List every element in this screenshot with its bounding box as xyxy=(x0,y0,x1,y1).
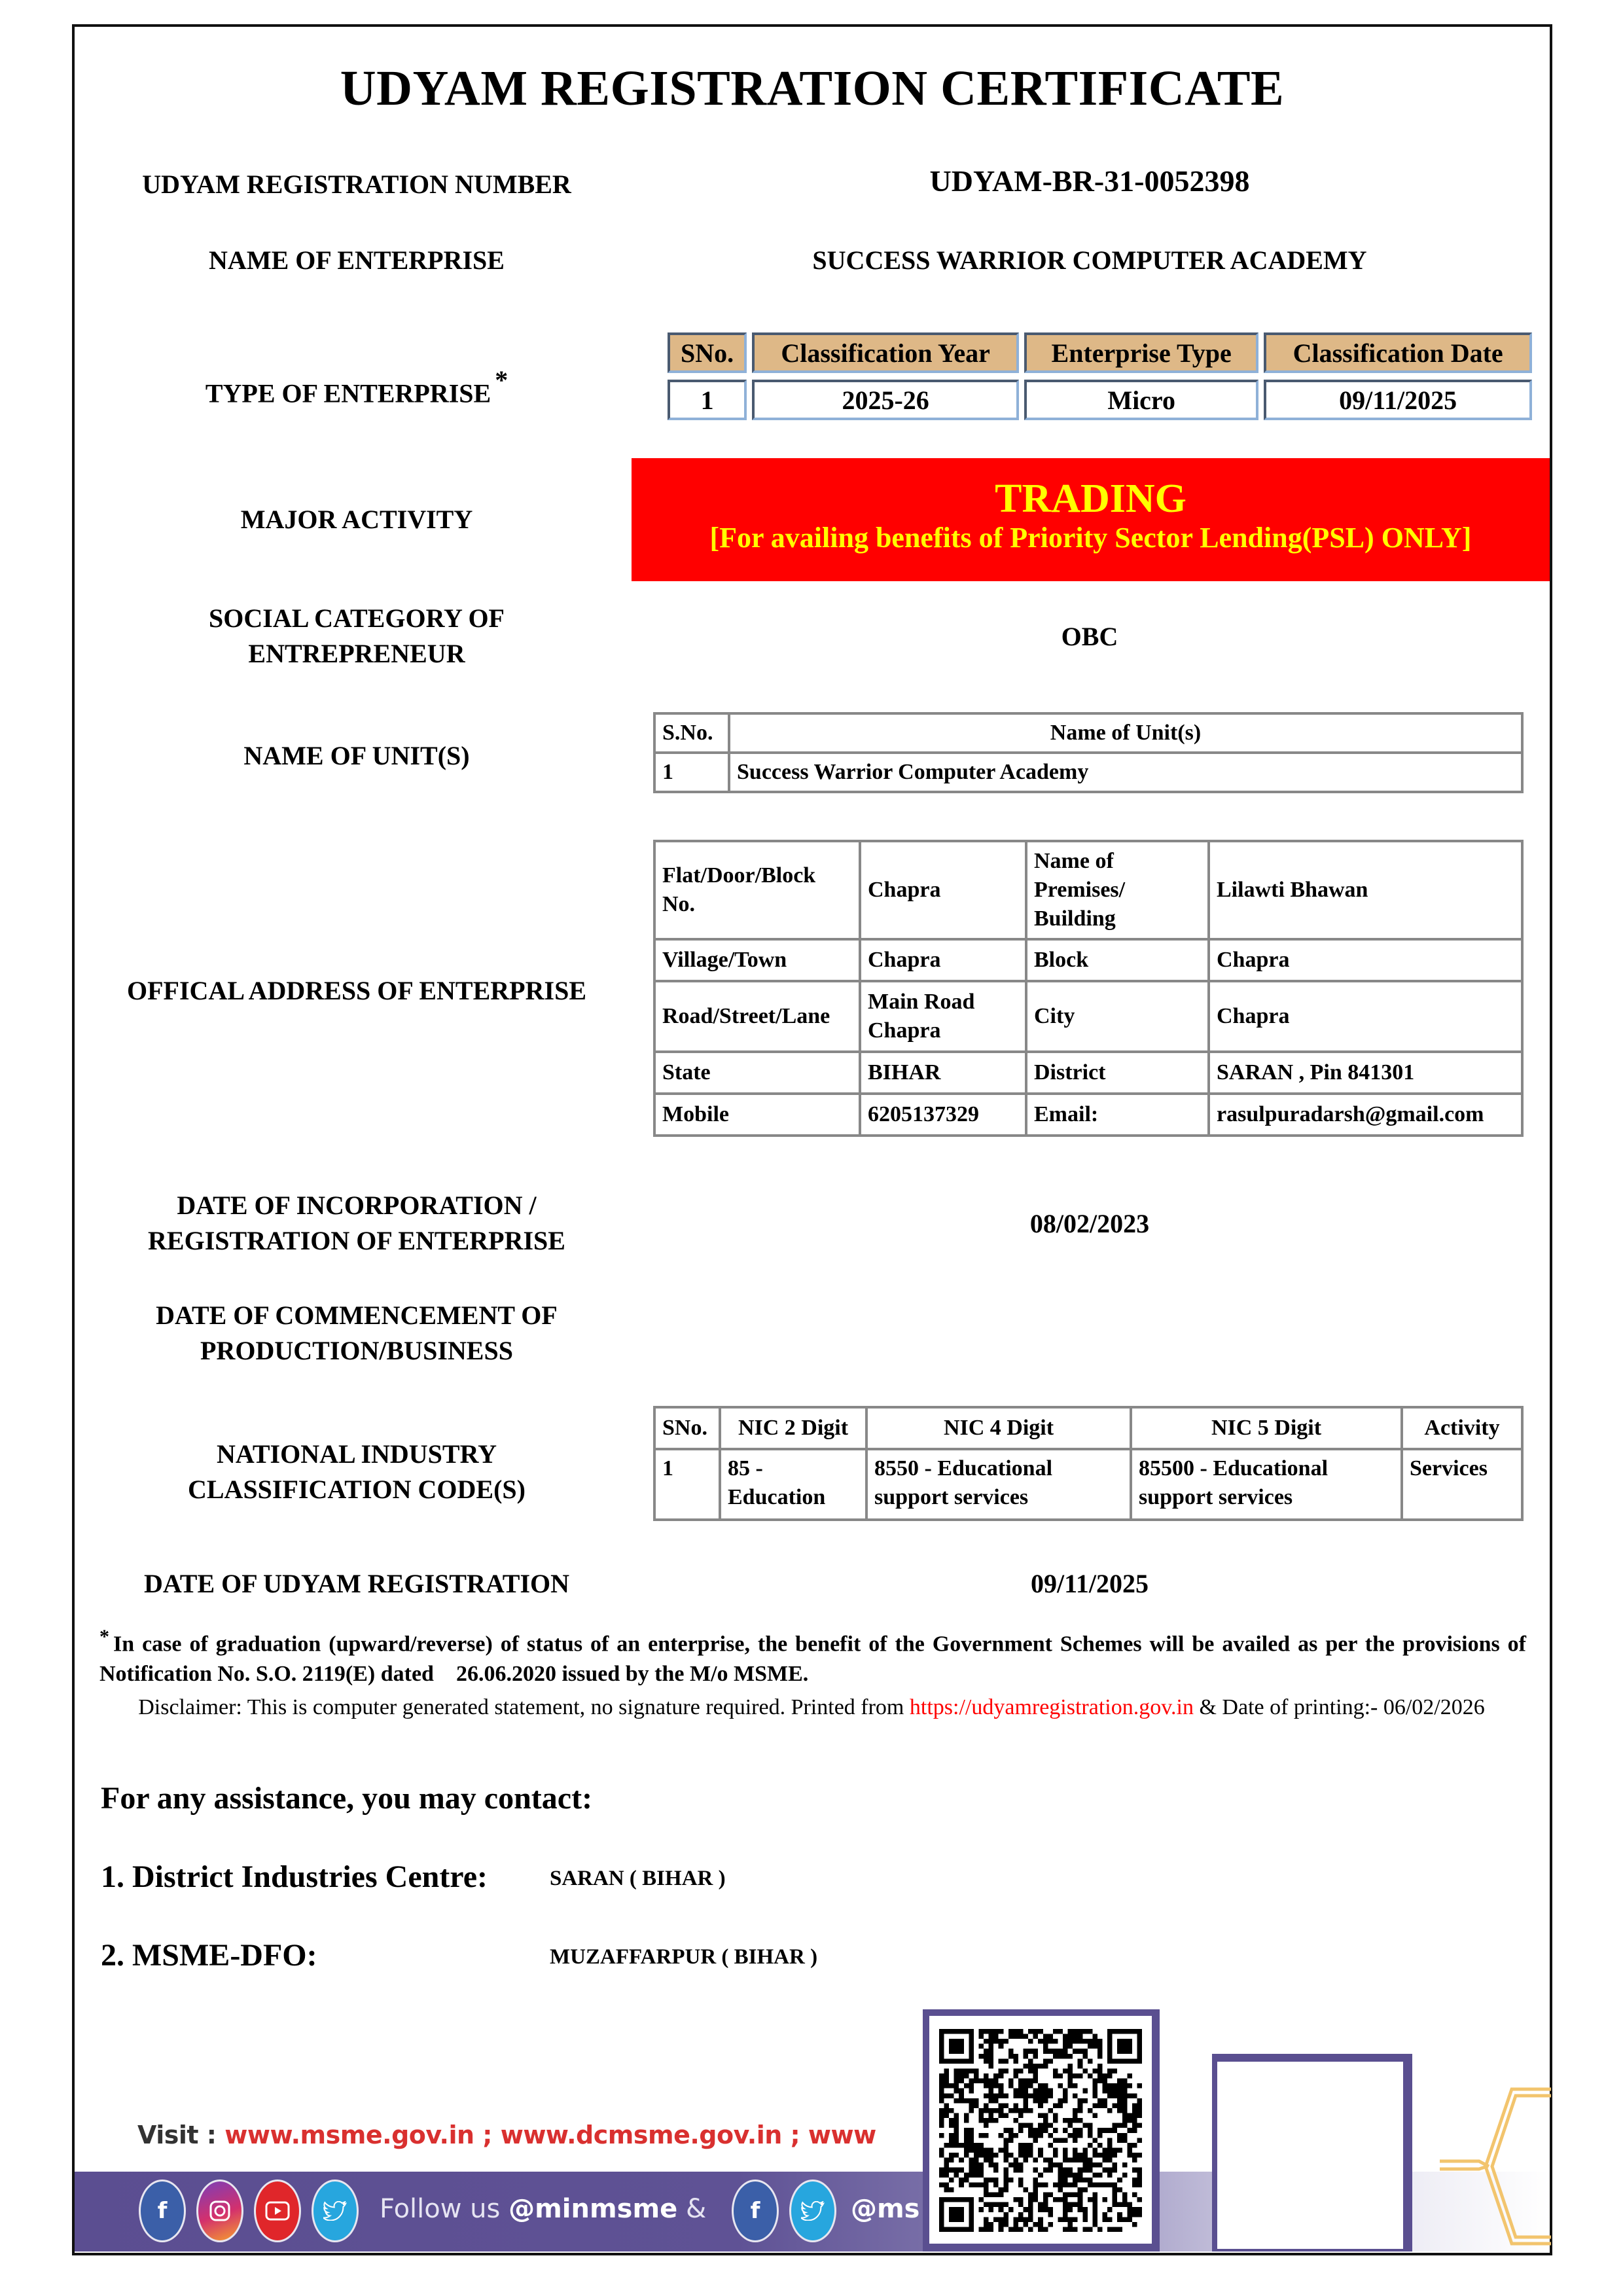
facebook-icon[interactable]: f xyxy=(732,2179,779,2242)
incorporation-label xyxy=(85,1188,628,1259)
header-cell: NIC 2 Digit xyxy=(720,1407,866,1449)
disclaimer-suffix: & Date of printing:- 06/02/2026 xyxy=(1193,1695,1485,1719)
classification-header-row xyxy=(668,332,1532,373)
commencement-label-line1: DATE OF COMMENCEMENT OF xyxy=(156,1300,558,1330)
table-cell: District xyxy=(1026,1052,1209,1094)
youtube-glyph xyxy=(264,2200,291,2221)
header-cell: NIC 4 Digit xyxy=(866,1407,1131,1449)
decorative-hexagon-icon xyxy=(1440,2081,1551,2253)
graduation-footnote xyxy=(99,1622,1526,1689)
major-activity-note: [For availing benefits of Priority Sector Lending(PSL) ONLY] xyxy=(709,522,1472,554)
address-label: OFFICAL ADDRESS OF ENTERPRISE xyxy=(127,976,586,1005)
table-cell: 1 xyxy=(668,380,747,420)
table-cell: Chapra xyxy=(1209,939,1522,981)
header-cell: S.No. xyxy=(654,713,729,753)
disclaimer xyxy=(92,1693,1531,1723)
twitter-glyph xyxy=(323,2201,347,2221)
twitter-glyph xyxy=(801,2201,825,2221)
social-category-label-line1: SOCIAL CATEGORY OF xyxy=(209,603,505,633)
social-category-label xyxy=(85,601,628,672)
table-cell: Village/Town xyxy=(654,939,860,981)
enterprise-type-label xyxy=(85,367,628,411)
handle-msme-text: @ms xyxy=(851,2194,920,2224)
header-cell: NIC 5 Digit xyxy=(1131,1407,1402,1449)
units-header-row xyxy=(654,713,1522,753)
dic-value: SARAN ( BIHAR ) xyxy=(550,1867,726,1890)
major-activity-box xyxy=(632,458,1550,581)
header-cell: Enterprise Type xyxy=(1024,332,1258,373)
incorporation-label-line1: DATE OF INCORPORATION / xyxy=(177,1191,537,1220)
nic-label xyxy=(85,1437,628,1507)
ampersand: & xyxy=(677,2194,707,2224)
nic-label-line2: CLASSIFICATION CODE(S) xyxy=(187,1475,526,1504)
handle-minmsme[interactable]: @minmsme xyxy=(508,2194,678,2224)
units-table xyxy=(653,712,1524,793)
address-table xyxy=(653,840,1524,1137)
facebook-icon[interactable]: f xyxy=(139,2179,186,2242)
msme-dfo-label: 2. MSME-DFO: xyxy=(101,1938,317,1973)
photo-frame xyxy=(1212,2054,1412,2251)
table-cell: State xyxy=(654,1052,860,1094)
table-cell: Name of Premises/ Building xyxy=(1026,841,1209,939)
table-row xyxy=(654,1449,1522,1520)
table-cell: Mobile xyxy=(654,1094,860,1136)
footnote-asterisk: * xyxy=(99,1626,109,1647)
enterprise-type-label-text: TYPE OF ENTERPRISE xyxy=(205,378,491,408)
follow-text xyxy=(380,2194,706,2224)
table-cell: 6205137329 xyxy=(860,1094,1026,1136)
table-row xyxy=(654,939,1522,981)
major-activity-value: TRADING xyxy=(995,476,1186,521)
commencement-label xyxy=(85,1298,628,1369)
table-cell: 1 xyxy=(654,1449,720,1520)
dic-label: 1. District Industries Centre: xyxy=(101,1859,488,1894)
photo-placeholder xyxy=(1217,2062,1403,2249)
handle-msme[interactable] xyxy=(851,2194,920,2224)
table-row xyxy=(654,753,1522,792)
table-cell: 2025-26 xyxy=(752,380,1019,420)
table-cell: SARAN , Pin 841301 xyxy=(1209,1052,1522,1094)
header-cell: SNo. xyxy=(654,1407,720,1449)
header-cell: SNo. xyxy=(668,332,747,373)
header-cell: Activity xyxy=(1402,1407,1522,1449)
enterprise-name-value: SUCCESS WARRIOR COMPUTER ACADEMY xyxy=(812,245,1367,275)
nic-label-line1: NATIONAL INDUSTRY xyxy=(217,1439,497,1469)
instagram-glyph xyxy=(208,2199,232,2223)
classification-table xyxy=(662,326,1537,427)
table-row xyxy=(654,841,1522,939)
incorporation-label-line2: REGISTRATION OF ENTERPRISE xyxy=(148,1226,565,1255)
table-cell: Email: xyxy=(1026,1094,1209,1136)
table-row xyxy=(654,1094,1522,1136)
footnote-text: In case of graduation (upward/reverse) of status of an enterprise, the benefit of the Government Schemes will be availed as per the provisions of Notification No. S.O. 2119(E) dated 26.06.2020 issued by the M/o MSME. xyxy=(99,1632,1526,1687)
table-cell: Services xyxy=(1402,1449,1522,1520)
table-row xyxy=(654,981,1522,1052)
udyam-date-value: 09/11/2025 xyxy=(1030,1569,1149,1598)
qr-code[interactable] xyxy=(939,2029,1142,2232)
table-cell: BIHAR xyxy=(860,1052,1026,1094)
follow-label: Follow us xyxy=(380,2194,509,2224)
table-cell: City xyxy=(1026,981,1209,1052)
qr-code-frame xyxy=(923,2009,1160,2251)
registration-number-label: UDYAM REGISTRATION NUMBER xyxy=(142,170,571,199)
units-label: NAME OF UNIT(S) xyxy=(243,741,470,770)
table-cell: Road/Street/Lane xyxy=(654,981,860,1052)
table-cell: 8550 - Educational support services xyxy=(866,1449,1131,1520)
major-activity-label: MAJOR ACTIVITY xyxy=(240,505,473,534)
enterprise-name-label: NAME OF ENTERPRISE xyxy=(209,245,505,275)
incorporation-value: 08/02/2023 xyxy=(1029,1209,1150,1238)
visit-links[interactable]: www.msme.gov.in ; www.dcmsme.gov.in ; www xyxy=(224,2121,876,2149)
twitter-icon[interactable] xyxy=(312,2179,359,2242)
udyam-date-label: DATE OF UDYAM REGISTRATION xyxy=(143,1569,570,1598)
social-category-value: OBC xyxy=(1061,622,1118,651)
instagram-icon[interactable] xyxy=(196,2179,243,2242)
table-cell: Chapra xyxy=(860,939,1026,981)
social-category-label-line2: ENTREPRENEUR xyxy=(248,639,465,668)
qr-code-inner xyxy=(929,2016,1152,2244)
registration-number-value: UDYAM-BR-31-0052398 xyxy=(929,164,1250,198)
table-cell: 09/11/2025 xyxy=(1264,380,1532,420)
disclaimer-prefix: Disclaimer: This is computer generated statement, no signature required. Printed from xyxy=(138,1695,910,1719)
header-cell: Name of Unit(s) xyxy=(729,713,1522,753)
twitter-icon[interactable] xyxy=(789,2179,836,2242)
commencement-label-line2: PRODUCTION/BUSINESS xyxy=(200,1336,513,1365)
nic-table xyxy=(653,1406,1524,1521)
header-cell: Classification Date xyxy=(1264,332,1532,373)
table-cell: Micro xyxy=(1024,380,1258,420)
certificate-title: UDYAM REGISTRATION CERTIFICATE xyxy=(340,61,1285,116)
visit-line xyxy=(137,2121,876,2149)
asterisk-marker: * xyxy=(495,365,508,395)
table-cell: 85500 - Educational support services xyxy=(1131,1449,1402,1520)
table-cell: Flat/Door/Block No. xyxy=(654,841,860,939)
table-cell: Success Warrior Computer Academy xyxy=(729,753,1522,792)
youtube-icon[interactable] xyxy=(254,2179,301,2242)
table-cell: Chapra xyxy=(1209,981,1522,1052)
msme-dfo-value: MUZAFFARPUR ( BIHAR ) xyxy=(550,1945,818,1969)
table-row xyxy=(668,380,1532,420)
table-cell: Lilawti Bhawan xyxy=(1209,841,1522,939)
udyam-website-link[interactable]: https://udyamregistration.gov.in xyxy=(909,1695,1194,1719)
table-cell: 1 xyxy=(654,753,729,792)
visit-label: Visit : xyxy=(137,2121,225,2149)
table-cell: Main Road Chapra xyxy=(860,981,1026,1052)
table-cell: 85 - Education xyxy=(720,1449,866,1520)
table-cell: Chapra xyxy=(860,841,1026,939)
nic-header-row xyxy=(654,1407,1522,1449)
header-cell: Classification Year xyxy=(752,332,1019,373)
assistance-heading: For any assistance, you may contact: xyxy=(101,1781,593,1816)
email-value: rasulpuradarsh@gmail.com xyxy=(1209,1094,1522,1136)
table-cell: Block xyxy=(1026,939,1209,981)
table-row xyxy=(654,1052,1522,1094)
